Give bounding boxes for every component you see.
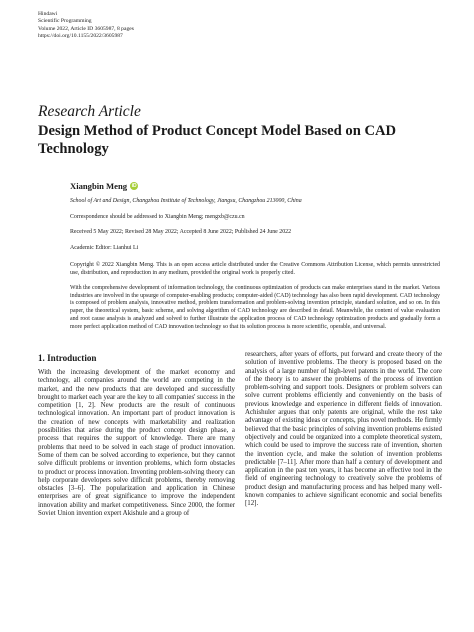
body-column-left: With the increasing development of the market economy and technology, all companies around the world are competing in the market, and the new products that are developed and successfully brought to market each year are the key to all companies' success in the competition [1, 2]. New products are the result of continuous technological innovation. An important part of product innovation is the creation of new concepts with marketability and realization possibilities that arise during the product concept design phase, a process that requires the support of knowledge. There are many problems that need to be solved in each stage of product innovation. Some of them can be solved according to experience, but they cannot solve difficult problems or invention problems, which form obstacles to product or process innovation. Inventing problem-solving theory can help corporate developers solve difficult problems, thereby removing obstacles [3–6]. The popularization and application in Chinese enterprises are of great significance to improve the independent innovation ability and market competitiveness. Since 2000, the former Soviet Union invention expert Akishule and a group of	[38, 369, 235, 518]
academic-editor: Academic Editor: Lianhui Li	[70, 245, 139, 251]
orcid-icon[interactable]: iD	[131, 183, 137, 189]
journal-header	[38, 11, 134, 41]
abstract: With the comprehensive development of information technology, the continuous optimization of products can make enterprises stand in the market. Various industries are involved in the upsurge of computer-enabling products; computer-aided (CAD) technology has also been rapid development. CAD technology is composed of problem analysis, innovative method, problem transformation and problem-solving invention principle, standard solution, and so on. In this paper, the theoretical system, basic scheme, and solving algorithm of CAD technology are described in detail. Meanwhile, the content of value evaluation and root cause analysis is analyzed and solved to further illustrate the application process of CAD technology optimization products and gradually form a more perfect application method of CAD innovation technology so that its solution process is more scientific, operable, and universal.	[70, 285, 440, 330]
publisher-name: Hindawi	[38, 11, 58, 17]
paper-title: Design Method of Product Concept Model Based on CAD Technology	[38, 123, 397, 157]
publication-dates: Received 5 May 2022; Revised 28 May 2022; Accepted 8 June 2022; Published 24 June 2022	[70, 229, 292, 235]
doi-link[interactable]: https://doi.org/10.1155/2022/3605987	[38, 33, 123, 40]
correspondence: Correspondence should be addressed to Xiangbin Meng; mengxb@czu.cn	[70, 214, 245, 220]
body-column-right: researchers, after years of efforts, put forward and create theory of the solution of inventive problems. The theory is proposed based on the analysis of a large number of high-level patents in the world. The core of the theory is to answer the problems of the process of invention problem-solving and support tools. Designers or problem solvers can solve current problems efficiently and conveniently on the basis of previous knowledge and experience in different fields of innovation. Achishuler argues that only patents are original, while the rest take advantage of existing ideas or concepts, plus novel methods. He firmly believed that the basic principles of solving invention problems existed objectively and could be organized into a complete theoretical system, which could be used to improve the success rate of invention, shorten the invention cycle, and make the solution of invention problems predictable [7–11]. After more than half a century of development and application in the past ten years, it has become an effective tool in the field of engineering technology to creatively solve the problems of product design and manufacturing process and has helped many well-known companies to achieve significant economic and social benefits [12].	[245, 351, 442, 508]
author-name[interactable]: Xiangbin Meng	[70, 181, 128, 191]
journal-name: Scientific Programming	[38, 18, 92, 25]
article-type: Research Article	[38, 103, 141, 120]
affiliation: School of Art and Design, Changzhou Institute of Technology, Jiangsu, Changzhou 213000, China	[70, 198, 302, 204]
section-heading-introduction: 1. Introduction	[38, 353, 97, 363]
journal-volume: Volume 2022, Article ID 3605987, 8 pages	[38, 25, 134, 32]
copyright-notice: Copyright © 2022 Xiangbin Meng. This is an open access article distributed under the Creative Commons Attribution License, which permits unrestricted use, distribution, and reproduction in any medium, provided the original work is properly cited.	[70, 262, 440, 276]
author-line	[70, 181, 138, 191]
